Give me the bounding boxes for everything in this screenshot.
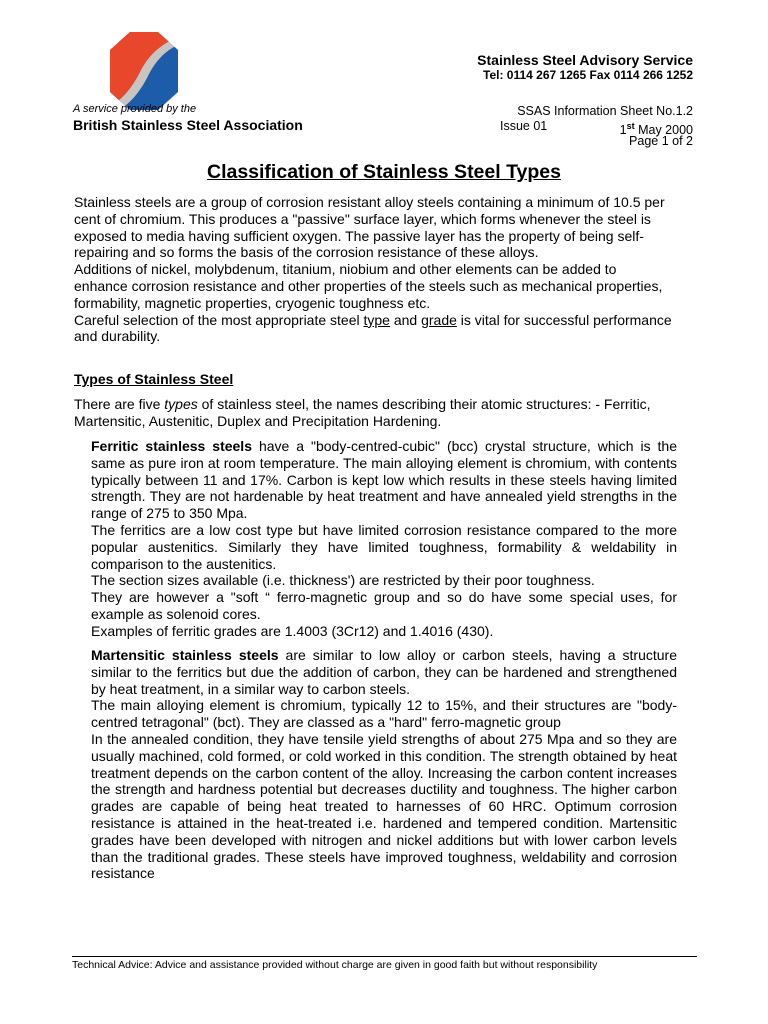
association-block xyxy=(73,103,303,134)
info-sheet-number: SSAS Information Sheet No.1.2 xyxy=(517,104,693,118)
contact-numbers: Tel: 0114 267 1265 Fax 0114 266 1252 xyxy=(483,68,693,82)
provided-by-text: A service provided by the xyxy=(73,103,197,115)
intro-section xyxy=(74,194,674,345)
ferritic-paragraph: Examples of ferritic grades are 1.4003 (3Cr12) and 1.4016 (430). xyxy=(91,622,494,639)
martensitic-section xyxy=(91,647,677,882)
issue-date: 1st May 2000 xyxy=(619,120,693,137)
ferritic-paragraph: They are however a "soft “ ferro-magnetic group and so do have some special uses, for example as solenoid cores. xyxy=(91,589,677,622)
footer-divider xyxy=(72,956,697,957)
martensitic-paragraph: In the annealed condition, they have tensile yield strengths of about 275 Mpa and so they are usually machined, cold formed, or cold worked in this condition. The strength obtained by heat treatment depends on the carbon content of the alloy. Increasing the carbon content increases the strength and hardness potential but decreases ductility and toughness. The higher carbon grades are capable of being heat treated to harnesses of 60 HRC. Optimum corrosion resistance is attained in the heat-treated i.e. hardened and tempered condition. Martensitic grades have been developed with nitrogen and nickel additions but with lower carbon levels than the traditional grades. These steels have improved toughness, weldability and corrosion resistance xyxy=(91,730,677,882)
types-heading: Types of Stainless Steel xyxy=(74,371,234,387)
intro-paragraph: Careful selection of the most appropriate steel type and grade is vital for successful performance and durability. xyxy=(74,311,672,345)
service-block xyxy=(477,52,693,83)
association-name: British Stainless Steel Association xyxy=(73,117,303,133)
bssa-logo xyxy=(108,30,180,112)
ferritic-paragraph: Ferritic stainless steels have a "body-centred-cubic" (bcc) crystal structure, which is the same as pure iron at room temperature. The main alloying element is chromium, with contents typically between 11 and 17%. Carbon is kept low which results in these steels having limited strength. They are not hardenable by heat treatment and have annealed yield strengths in the range of 275 to 350 Mpa. xyxy=(91,438,677,522)
ferritic-paragraph: The section sizes available (i.e. thickness') are restricted by their poor toughness. xyxy=(91,572,595,589)
martensitic-paragraph: The main alloying element is chromium, typically 12 to 15%, and their structures are "body-centred tetragonal" (bct). They are classed as a "hard" ferro-magnetic group xyxy=(91,697,677,731)
martensitic-paragraph: Martensitic stainless steels are similar to low alloy or carbon steels, having a structure similar to the ferritics but due the addition of carbon, they can be hardened and strengthened by heat treatment, in a similar way to carbon steels. xyxy=(91,647,677,697)
page-number: Page 1 of 2 xyxy=(629,133,693,148)
footer-text: Technical Advice: Advice and assistance provided without charge are given in good faith but without responsibility xyxy=(72,959,598,971)
types-intro: There are five types of stainless steel, the names describing their atomic structures: - Ferritic, Martensitic, Austenitic, Duplex and Precipitation Hardening. xyxy=(74,396,651,429)
sheet-info xyxy=(494,104,693,148)
intro-paragraph: Stainless steels are a group of corrosion resistant alloy steels containing a minimum of 10.5 per cent of chromium. This produces a "passive" surface layer, which forms whenever the steel is exposed to media having sufficient oxygen. The passive layer has the property of being self-repairing and so forms the basis of the corrosion resistance of these alloys. xyxy=(74,194,665,261)
intro-paragraph: Additions of nickel, molybdenum, titanium, niobium and other elements can be added to enhance corrosion resistance and other properties of the steels such as mechanical properties, formability, magnetic properties, cryogenic toughness etc. xyxy=(74,261,663,311)
service-name: Stainless Steel Advisory Service xyxy=(477,52,693,68)
ferritic-section xyxy=(91,438,677,640)
document-title: Classification of Stainless Steel Types xyxy=(206,161,561,183)
issue-number: Issue 01 xyxy=(500,118,548,133)
ferritic-paragraph: The ferritics are a low cost type but have limited corrosion resistance compared to the more popular austenitics. Similarly they have limited toughness, formability & weldability in comparison to the austenitics. xyxy=(91,521,677,572)
